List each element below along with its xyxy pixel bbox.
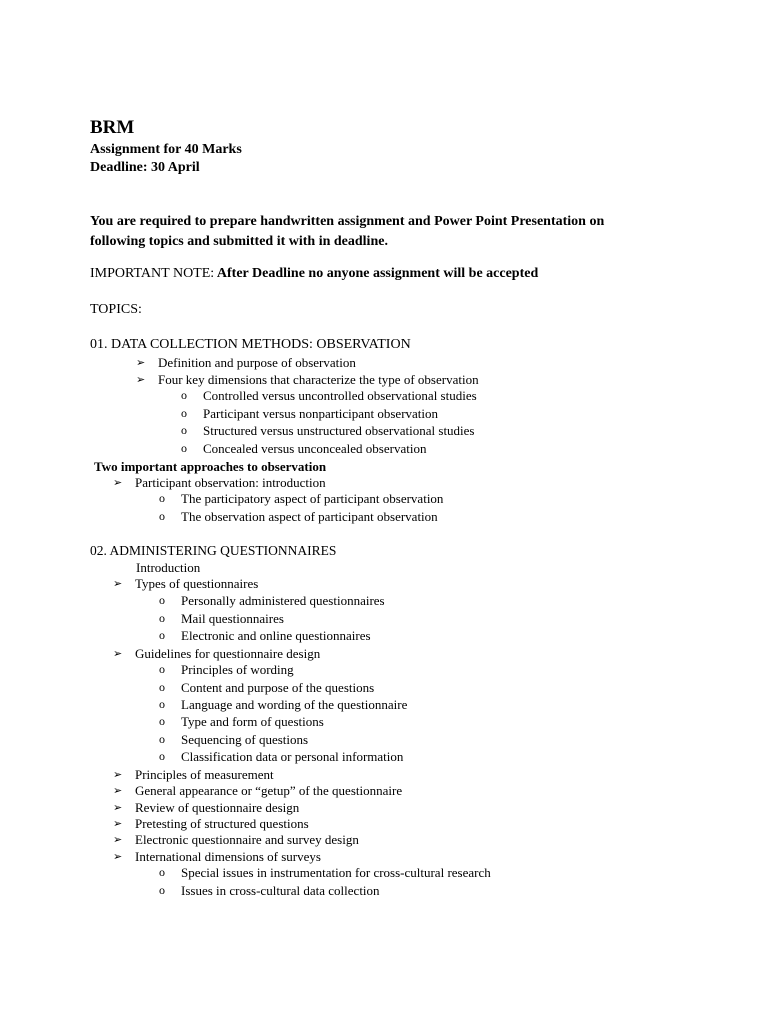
list-item: o Participant versus nonparticipant observation bbox=[181, 406, 439, 421]
arrow-bullet-icon: ➢ bbox=[113, 818, 123, 830]
arrow-bullet-icon: ➢ bbox=[113, 578, 123, 590]
approaches-heading: Two important approaches to observation bbox=[94, 459, 327, 474]
circle-bullet-icon: o bbox=[159, 680, 165, 694]
circle-bullet-icon: o bbox=[159, 865, 165, 879]
circle-bullet-icon: o bbox=[159, 714, 165, 728]
topics-label: TOPICS: bbox=[90, 302, 142, 317]
circle-bullet-icon: o bbox=[159, 628, 165, 642]
list-item: o Electronic and online questionnaires bbox=[159, 628, 371, 643]
list-item: ➢ Definition and purpose of observation bbox=[136, 355, 356, 370]
list-item: ➢ Four key dimensions that characterize the type of observation bbox=[136, 372, 479, 387]
circle-bullet-icon: o bbox=[181, 423, 187, 437]
arrow-bullet-icon: ➢ bbox=[113, 851, 123, 863]
circle-bullet-icon: o bbox=[159, 491, 165, 505]
list-item: o The participatory aspect of participant observation bbox=[159, 491, 444, 506]
arrow-bullet-icon: ➢ bbox=[113, 785, 123, 797]
list-item: o Structured versus unstructured observational studies bbox=[181, 423, 475, 438]
list-item: o Special issues in instrumentation for cross-cultural research bbox=[159, 865, 491, 880]
section-2-heading: 02. ADMINISTERING QUESTIONNAIRES bbox=[90, 543, 337, 558]
list-item: o Concealed versus unconcealed observation bbox=[181, 441, 427, 456]
list-item: o Controlled versus uncontrolled observational studies bbox=[181, 388, 477, 403]
list-item: ➢ Pretesting of structured questions bbox=[113, 816, 309, 831]
instruction-line-2: following topics and submitted it with in deadline. bbox=[90, 234, 388, 249]
list-item: o Sequencing of questions bbox=[159, 732, 309, 747]
arrow-bullet-icon: ➢ bbox=[113, 802, 123, 814]
document-title: BRM bbox=[90, 117, 135, 138]
section-1-heading: 01. DATA COLLECTION METHODS: OBSERVATION bbox=[90, 337, 411, 352]
list-item: o Type and form of questions bbox=[159, 714, 324, 729]
list-item: ➢ International dimensions of surveys bbox=[113, 849, 321, 864]
list-item: o The observation aspect of participant observation bbox=[159, 509, 438, 524]
arrow-bullet-icon: ➢ bbox=[136, 374, 146, 386]
circle-bullet-icon: o bbox=[159, 697, 165, 711]
list-item: ➢ General appearance or “getup” of the questionnaire bbox=[113, 783, 403, 798]
list-item: o Language and wording of the questionnaire bbox=[159, 697, 408, 712]
arrow-bullet-icon: ➢ bbox=[113, 769, 123, 781]
circle-bullet-icon: o bbox=[159, 732, 165, 746]
important-note-text: After Deadline no anyone assignment will be accepted bbox=[216, 266, 539, 281]
assignment-marks: Assignment for 40 Marks bbox=[90, 142, 242, 157]
circle-bullet-icon: o bbox=[181, 388, 187, 402]
arrow-bullet-icon: ➢ bbox=[113, 834, 123, 846]
circle-bullet-icon: o bbox=[159, 509, 165, 523]
list-item: o Principles of wording bbox=[159, 662, 294, 677]
circle-bullet-icon: o bbox=[181, 406, 187, 420]
arrow-bullet-icon: ➢ bbox=[113, 477, 123, 489]
list-item: ➢ Electronic questionnaire and survey design bbox=[113, 832, 359, 847]
deadline: Deadline: 30 April bbox=[90, 160, 200, 175]
list-item: ➢ Types of questionnaires bbox=[113, 576, 259, 591]
list-item: ➢ Review of questionnaire design bbox=[113, 800, 300, 815]
important-note-label: IMPORTANT NOTE: bbox=[90, 266, 215, 281]
list-item: o Personally administered questionnaires bbox=[159, 593, 385, 608]
list-item: ➢ Principles of measurement bbox=[113, 767, 274, 782]
list-item: o Issues in cross-cultural data collection bbox=[159, 883, 380, 898]
circle-bullet-icon: o bbox=[159, 883, 165, 897]
circle-bullet-icon: o bbox=[159, 611, 165, 625]
important-note bbox=[90, 266, 538, 282]
instruction-line-1: You are required to prepare handwritten assignment and Power Point Presentation on bbox=[90, 214, 605, 229]
list-item: o Mail questionnaires bbox=[159, 611, 284, 626]
arrow-bullet-icon: ➢ bbox=[113, 648, 123, 660]
list-item: o Content and purpose of the questions bbox=[159, 680, 375, 695]
list-item: o Classification data or personal information bbox=[159, 749, 404, 764]
list-item: ➢ Participant observation: introduction bbox=[113, 475, 326, 490]
circle-bullet-icon: o bbox=[159, 749, 165, 763]
arrow-bullet-icon: ➢ bbox=[136, 357, 146, 369]
list-item: ➢ Guidelines for questionnaire design bbox=[113, 646, 321, 661]
circle-bullet-icon: o bbox=[181, 441, 187, 455]
circle-bullet-icon: o bbox=[159, 662, 165, 676]
circle-bullet-icon: o bbox=[159, 593, 165, 607]
intro-line: Introduction bbox=[136, 560, 201, 575]
